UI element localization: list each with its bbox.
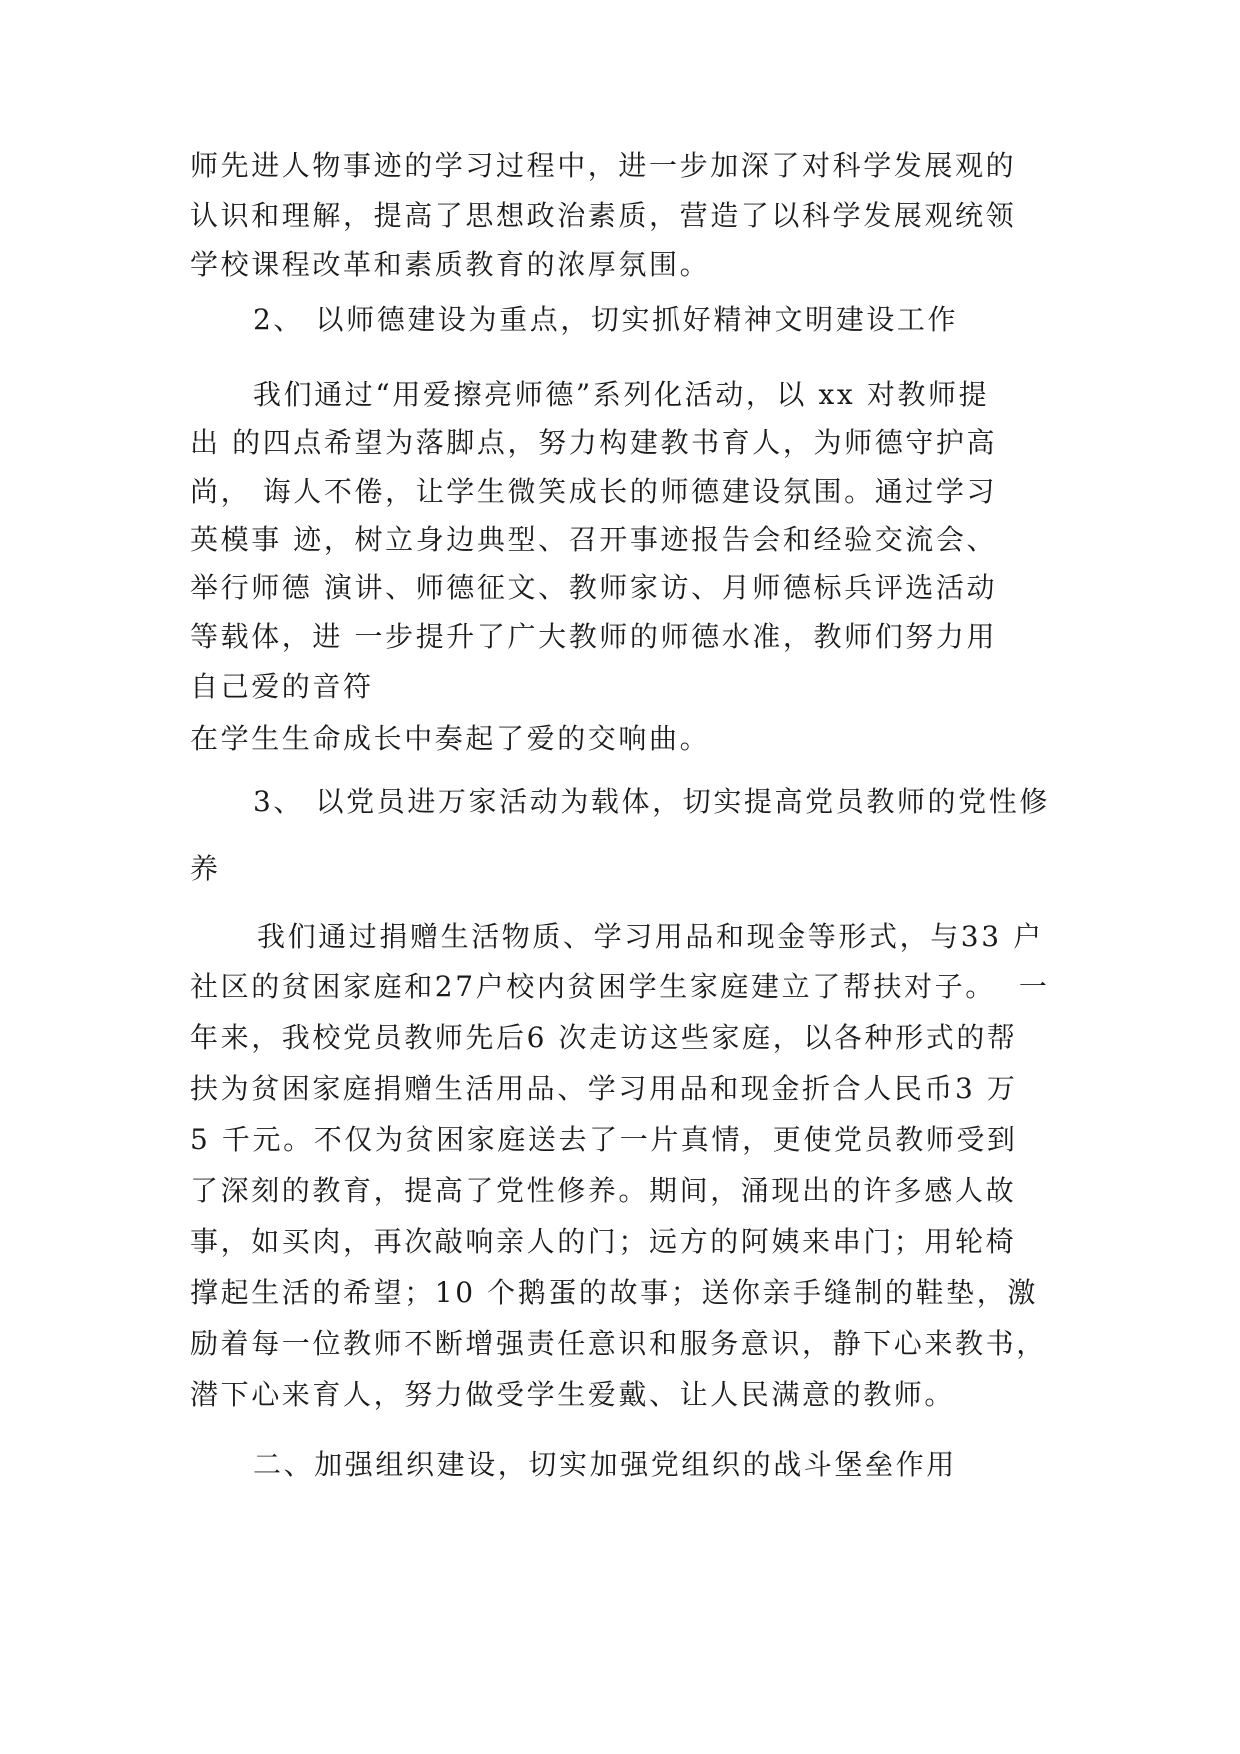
body-text-line: 我们通过“用爱擦亮师德”系列化活动，以 xx 对教师提 xyxy=(253,378,990,411)
section-heading-3-continued: 养 xyxy=(190,852,221,885)
body-text-line: 我们通过捐赠生活物质、学习用品和现金等形式，与33 户 xyxy=(257,920,1044,953)
body-text-line: 等载体，进 一步提升了广大教师的师德水准，教师们努力用 xyxy=(190,620,998,653)
body-text-line: 撑起生活的希望；10 个鹅蛋的故事；送你亲手缝制的鞋垫，激 xyxy=(190,1276,1038,1309)
body-text-line: 5 千元。不仅为贫困家庭送去了一片真情，更使党员教师受到 xyxy=(190,1123,1018,1156)
body-text-line: 潜下心来育人，努力做受学生爱戴、让人民满意的教师。 xyxy=(190,1378,956,1411)
body-text-line: 了深刻的教育，提高了党性修养。期间，涌现出的许多感人故 xyxy=(190,1174,1017,1207)
section-heading-two: 二、加强组织建设，切实加强党组织的战斗堡垒作用 xyxy=(253,1448,957,1481)
body-text-line: 在学生生命成长中奏起了爱的交响曲。 xyxy=(190,722,711,755)
body-text-line: 社区的贫困家庭和27户校内贫困学生家庭建立了帮扶对子。 一 xyxy=(190,970,1050,1003)
section-heading-2: 2、 以师德建设为重点，切实抓好精神文明建设工作 xyxy=(253,303,959,336)
body-text-line: 尚， 诲人不倦，让学生微笑成长的师德建设氛围。通过学习 xyxy=(190,475,998,508)
body-text-line: 出 的四点希望为落脚点，努力构建教书育人，为师德守护高 xyxy=(190,426,998,459)
body-text-line: 事，如买肉，再次敲响亲人的门；远方的阿姨来串门；用轮椅 xyxy=(190,1225,1017,1258)
section-heading-3: 3、 以党员进万家活动为载体，切实提高党员教师的党性修 xyxy=(253,785,1050,818)
body-text-line: 师先进人物事迹的学习过程中，进一步加深了对科学发展观的 xyxy=(190,149,1017,182)
body-text-line: 认识和理解，提高了思想政治素质，营造了以科学发展观统领 xyxy=(190,199,1017,232)
body-text-line: 自己爱的音符 xyxy=(190,670,374,703)
body-text-line: 举行师德 演讲、师德征文、教师家访、月师德标兵评选活动 xyxy=(190,571,998,604)
body-text-line: 励着每一位教师不断增强责任意识和服务意识，静下心来教书， xyxy=(190,1327,1047,1360)
body-text-line: 扶为贫困家庭捐赠生活用品、学习用品和现金折合人民币3 万 xyxy=(190,1072,1018,1105)
body-text-line: 英模事 迹，树立身边典型、召开事迹报告会和经验交流会、 xyxy=(190,523,998,556)
body-text-line: 年来，我校党员教师先后6 次走访这些家庭，以各种形式的帮 xyxy=(190,1021,1018,1054)
body-text-line: 学校课程改革和素质教育的浓厚氛围。 xyxy=(190,248,711,281)
